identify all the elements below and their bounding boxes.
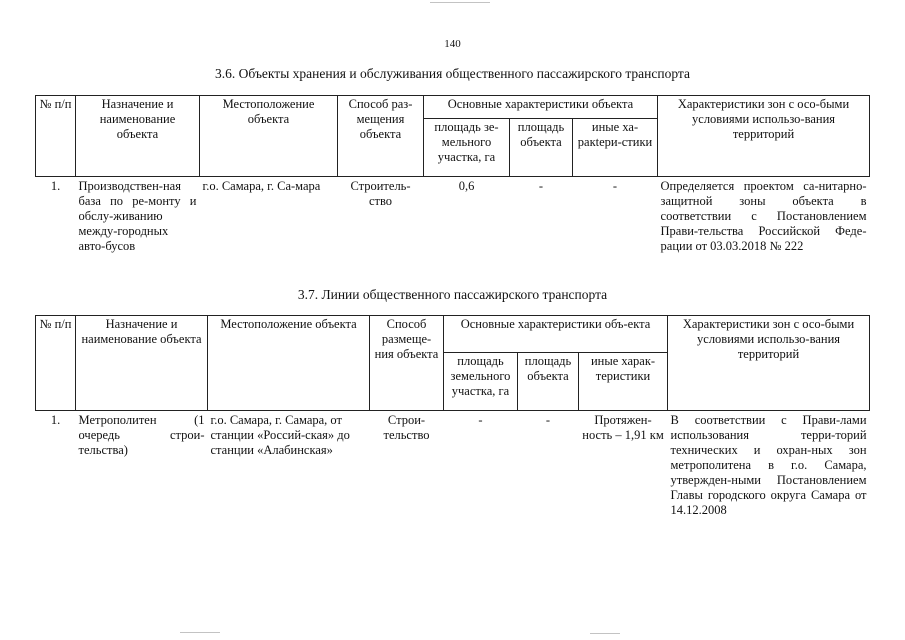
row-purpose: Производствен-ная база по ре-монту и обслу-живанию между-городных авто-бусов [78,179,197,253]
row-other: Протяжен-ность – 1,91 км [582,413,664,442]
header-num: № п/п [36,316,76,411]
header-placement: Способ размеще-ния объекта [370,316,444,411]
table-row [36,177,870,257]
header-other: иные ха-ракteри-стики [573,119,658,177]
row-location: г.о. Самара, г. Са-мара [202,179,321,193]
scan-artifact [590,633,620,634]
row-placement: Строи-тельство [383,413,430,442]
row-purpose: Метрополитен (1 очередь строи-тельства) [78,413,205,457]
row-land-area: - [478,413,483,427]
section-3-7-title: 3.7. Линии общественного пассажирского транспорта [297,287,608,302]
row-object-area: - [538,179,544,193]
row-location: г.о. Самара, г. Самара, от станции «Россий-ская» до станции «Алабинская» [210,413,350,457]
header-object-area: площадь объекта [518,353,579,411]
header-other: иные харак-теристики [579,353,668,411]
row-placement: Строитель-ство [350,179,411,208]
row-zones: Определяется проектом са-нитарно-защитной зоны объекта в соответствии с Постановлением Прави-тельства Российской Феде-рации от 03.03.2018 № 222 [660,179,867,253]
header-num: № п/п [36,96,76,177]
header-main-characteristics: Основные характеристики объ-екта [444,316,668,353]
table-row [36,411,870,521]
header-purpose: Назначение и наименование объекта [76,96,200,177]
header-object-area: площадь объекта [510,119,573,177]
row-zones: В соответствии с Прави-лами использования терри-торий технических и охран-ных зон метрополитена в г.о. Самара, утвержден-ными Постановлением Главы городского округа Самара от 14.12.2008 [670,413,867,517]
header-purpose: Назначение и наименование объекта [76,316,208,411]
scan-artifact [430,2,490,3]
header-placement: Способ раз-мещения объекта [338,96,424,177]
page-number: 140 [444,38,461,50]
section-3-6-table [35,95,870,256]
row-land-area: 0,6 [458,179,475,193]
section-3-7-table [35,315,870,520]
scan-artifact [180,632,220,633]
row-num: 1. [50,179,61,193]
row-num: 1. [50,413,61,427]
row-other: - [612,179,618,193]
header-land-area: площадь зе-мельного участка, га [424,119,510,177]
header-land-area: площадь земельного участка, га [444,353,518,411]
header-main-characteristics: Основные характеристики объекта [424,96,658,119]
header-zones: Характеристики зон с осо-быми условиями использо-вания территорий [658,96,870,177]
header-zones: Характеристики зон с осо-быми условиями использо-вания территорий [668,316,870,411]
section-3-6-title: 3.6. Объекты хранения и обслуживания общественного пассажирского транспорта [215,66,690,81]
header-location: Местоположение объекта [200,96,338,177]
header-location: Местоположение объекта [208,316,370,411]
row-object-area: - [545,413,551,427]
